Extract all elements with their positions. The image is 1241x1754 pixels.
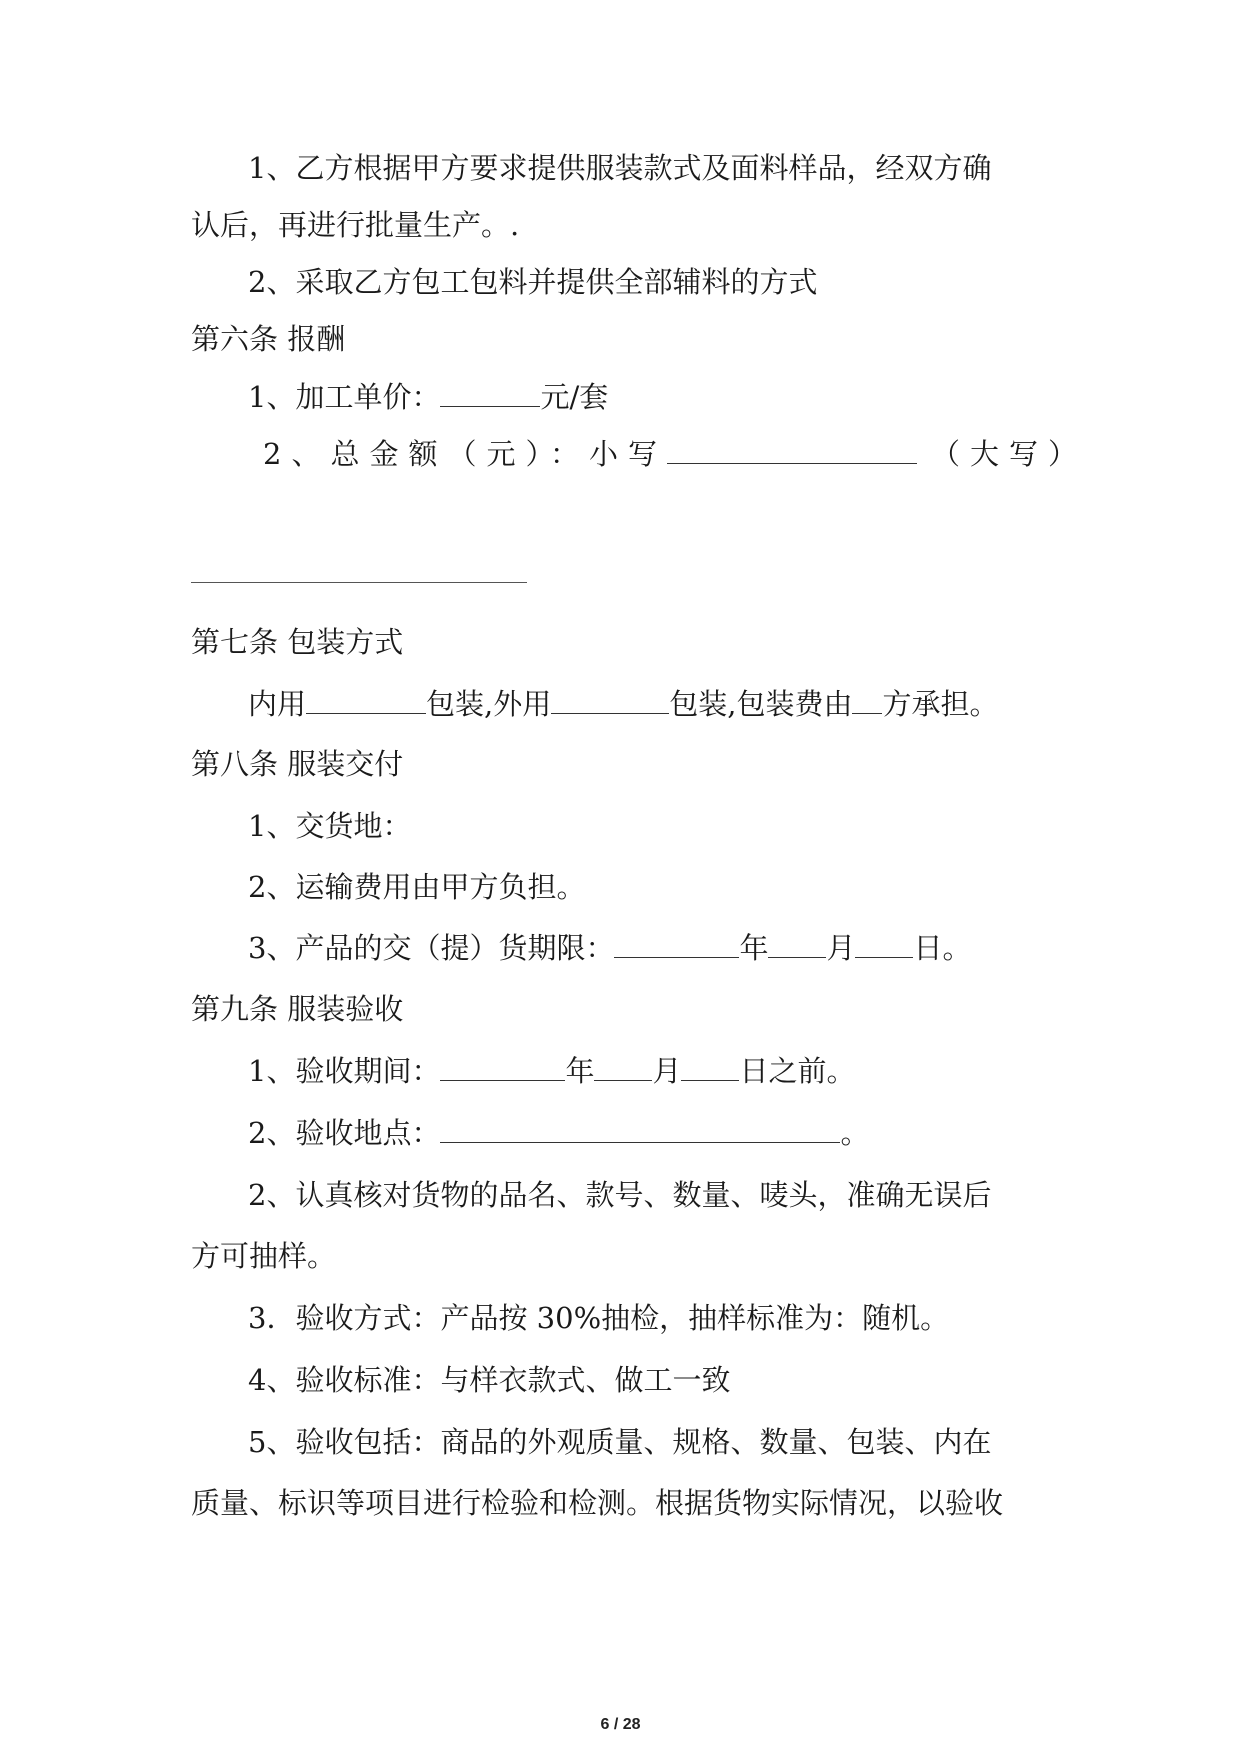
inspection-place-label: 2、验收地点：	[248, 1116, 441, 1150]
verify-goods-line-1: 2、认真核对货物的品名、款号、数量、唛头，准确无误后	[248, 1178, 992, 1212]
total-amount-line	[263, 434, 1087, 474]
deadline-day-blank	[855, 929, 913, 958]
pack-fee-party-blank	[852, 685, 882, 714]
pack-fee-label: 包装,包装费由	[669, 687, 853, 721]
page-number: 6 / 28	[600, 1716, 641, 1733]
delivery-place: 1、交货地：	[248, 809, 412, 843]
delivery-deadline-line	[248, 928, 972, 968]
inspection-place-blank	[440, 1114, 840, 1143]
verify-goods-line-2: 方可抽样。	[191, 1239, 337, 1273]
clause-1-line-1: 1、乙方根据甲方要求提供服装款式及面料样品，经双方确	[248, 151, 992, 185]
day-label: 日。	[913, 931, 972, 965]
inspection-day-blank	[681, 1052, 739, 1081]
article-6-heading: 第六条 报酬	[191, 322, 346, 356]
inspection-scope-line-1: 5、验收包括：商品的外观质量、规格、数量、包装、内在	[248, 1425, 992, 1459]
inspection-month-blank	[594, 1052, 652, 1081]
pack-fee-tail: 方承担。	[882, 687, 999, 721]
inner-pack-blank	[306, 685, 426, 714]
transport-fee: 2、运输费用由甲方负担。	[248, 870, 586, 904]
outer-pack-label: 包装,外用	[426, 687, 552, 721]
inspection-year-blank	[440, 1052, 565, 1081]
inspection-place-end: 。	[840, 1116, 870, 1150]
inspection-period-label: 1、验收期间：	[248, 1054, 441, 1088]
clause-2: 2、采取乙方包工包料并提供全部辅料的方式	[248, 265, 818, 299]
inspection-place-line	[248, 1113, 869, 1153]
month-label: 月	[652, 1054, 682, 1088]
total-amount-blank	[667, 435, 917, 464]
total-amount-capital-label: （大写）	[930, 437, 1087, 471]
inspection-method: 3．验收方式：产品按 30%抽检，抽样标准为：随机。	[248, 1301, 950, 1335]
clause-1-line-2: 认后，再进行批量生产。.	[191, 208, 520, 242]
year-label: 年	[739, 931, 769, 965]
unit-price-line	[248, 377, 608, 417]
inspection-standard: 4、验收标准：与样衣款式、做工一致	[248, 1363, 731, 1397]
total-amount-label: 2、总金额（元）：小写	[263, 437, 667, 471]
unit-price-unit: 元/套	[540, 380, 609, 414]
month-label: 月	[826, 931, 856, 965]
unit-price-blank	[440, 378, 540, 407]
deadline-month-blank	[768, 929, 826, 958]
article-9-heading: 第九条 服装验收	[191, 992, 404, 1026]
article-8-heading: 第八条 服装交付	[191, 747, 404, 781]
delivery-deadline-label: 3、产品的交（提）货期限：	[248, 931, 615, 965]
inspection-period-line	[248, 1051, 856, 1091]
year-label: 年	[565, 1054, 595, 1088]
unit-price-label: 1、加工单价：	[248, 380, 441, 414]
outer-pack-blank	[551, 685, 669, 714]
inner-pack-label: 内用	[248, 687, 307, 721]
packaging-line	[248, 684, 998, 724]
inspection-scope-line-2: 质量、标识等项目进行检验和检测。根据货物实际情况，以验收	[191, 1486, 1004, 1520]
total-amount-capital-blank	[191, 582, 527, 583]
deadline-year-blank	[614, 929, 739, 958]
day-before-label: 日之前。	[739, 1054, 856, 1088]
article-7-heading: 第七条 包装方式	[191, 625, 404, 659]
